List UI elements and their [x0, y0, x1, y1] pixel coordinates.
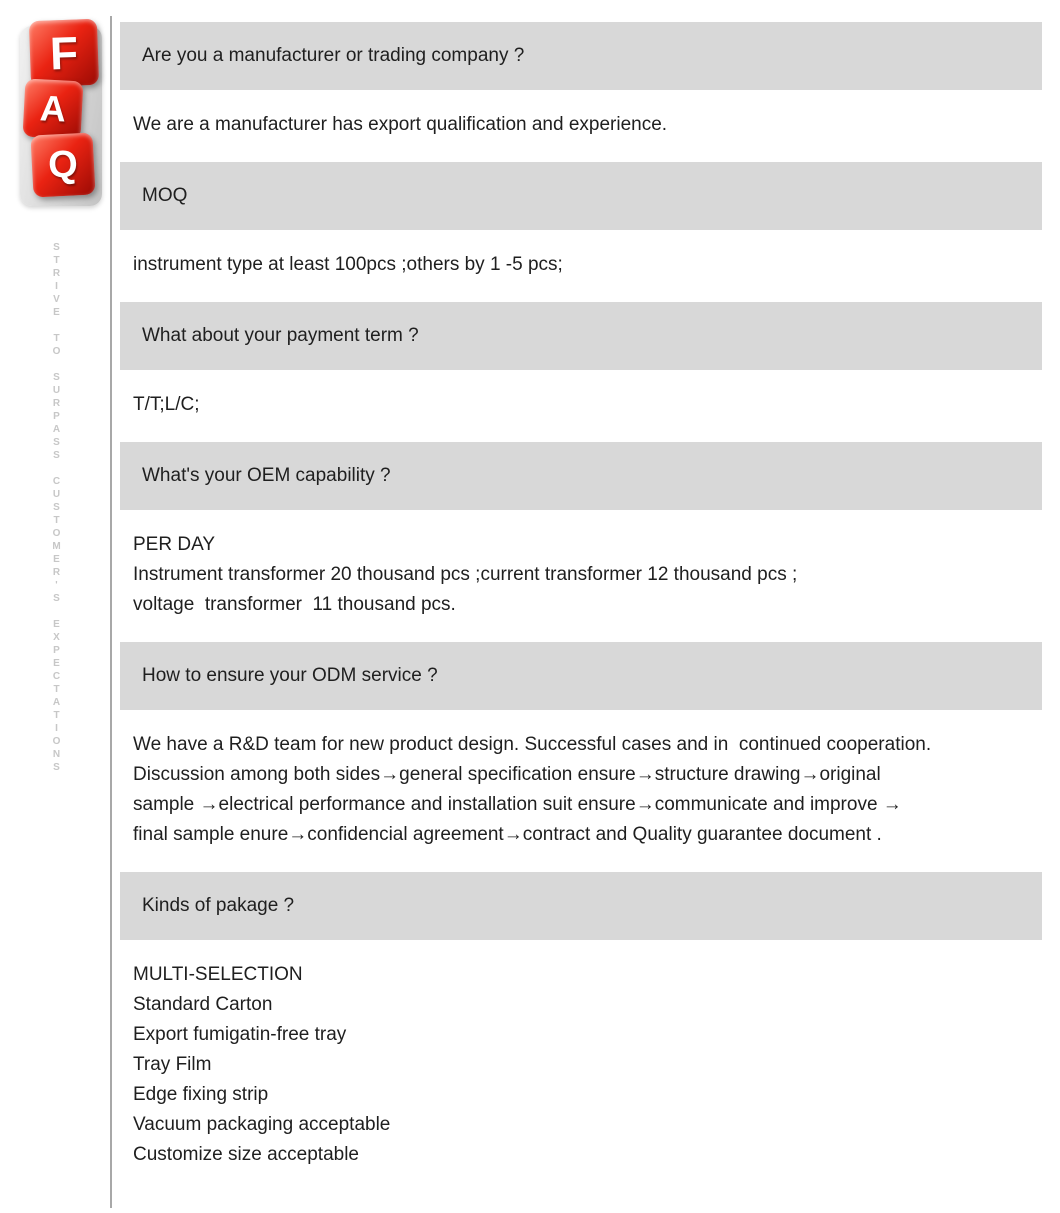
answer	[120, 510, 1042, 642]
answer-line: Discussion among both sides→general specification ensure→structure drawing→original	[133, 764, 881, 785]
answer-line: PER DAY	[133, 534, 216, 555]
vertical-divider	[110, 16, 112, 1208]
question-text: Are you a manufacturer or trading company ?	[142, 45, 525, 66]
question-bar	[120, 302, 1042, 370]
question-text: What's your OEM capability ?	[142, 465, 391, 486]
answer	[120, 370, 1042, 442]
answer-line: T/T;L/C;	[133, 394, 200, 415]
faq-letter-q: Q	[47, 142, 79, 187]
answer-line: final sample enure→confidencial agreement→contract and Quality guarantee document .	[133, 824, 882, 845]
faq-item-odm	[120, 642, 1042, 872]
answer	[120, 230, 1042, 302]
faq-item-manufacturer	[120, 22, 1042, 162]
question-bar	[120, 162, 1042, 230]
faq-letter-a: A	[38, 87, 68, 130]
answer-line: Instrument transformer 20 thousand pcs ;current transformer 12 thousand pcs ;	[133, 564, 798, 585]
question-bar	[120, 642, 1042, 710]
question-text: MOQ	[142, 185, 188, 206]
faq-item-package	[120, 872, 1042, 1192]
answer	[120, 940, 1042, 1192]
faq-cube-f	[29, 19, 99, 87]
faq-cube-q	[30, 132, 95, 197]
question-bar	[120, 22, 1042, 90]
answer-line: Export fumigatin-free tray	[133, 1024, 347, 1045]
answer-line: Customize size acceptable	[133, 1144, 359, 1165]
answer-line: We have a R&D team for new product design. Successful cases and in continued cooperation.	[133, 734, 932, 755]
answer	[120, 710, 1042, 872]
question-bar	[120, 442, 1042, 510]
side-slogan: STRIVE TO SURPASS CUSTOMER'S EXPECTATIONS	[51, 242, 62, 775]
answer-line: Vacuum packaging acceptable	[133, 1114, 391, 1135]
faq-letter-f: F	[49, 26, 79, 80]
faq-item-moq	[120, 162, 1042, 302]
answer-line: voltage transformer 11 thousand pcs.	[133, 594, 456, 615]
answer-line: instrument type at least 100pcs ;others by 1 -5 pcs;	[133, 254, 563, 275]
answer-line: Standard Carton	[133, 994, 273, 1015]
faq-content	[120, 22, 1042, 1192]
faq-item-payment	[120, 302, 1042, 442]
answer-line: Tray Film	[133, 1054, 212, 1075]
question-text: Kinds of pakage ?	[142, 895, 295, 916]
question-bar	[120, 872, 1042, 940]
answer	[120, 90, 1042, 162]
answer-line: We are a manufacturer has export qualification and experience.	[133, 114, 668, 135]
answer-line: Edge fixing strip	[133, 1084, 269, 1105]
answer-line: MULTI-SELECTION	[133, 964, 303, 985]
answer-line: sample →electrical performance and installation suit ensure→communicate and improve →	[133, 794, 902, 815]
faq-logo	[16, 20, 108, 212]
faq-cube-a	[23, 79, 84, 140]
faq-item-oem	[120, 442, 1042, 642]
question-text: How to ensure your ODM service ?	[142, 665, 438, 686]
question-text: What about your payment term ?	[142, 325, 419, 346]
